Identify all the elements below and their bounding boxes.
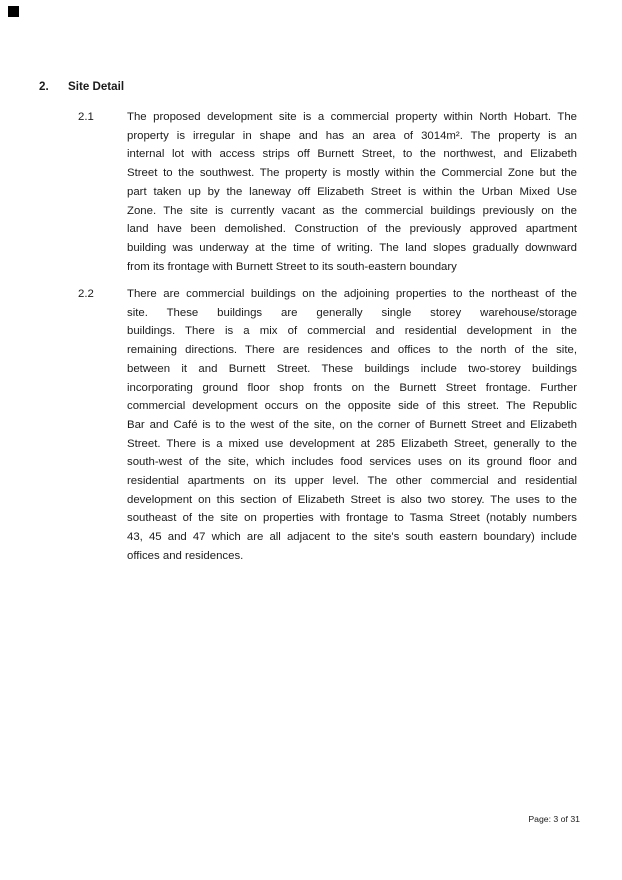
text-line: Bar and Café is to the west of the site, on the corner of Burnett Street and Elizabeth — [127, 418, 577, 431]
text-line: southeast of the site on properties with frontage to Tasma Street (notably numbers — [127, 512, 577, 525]
text-line: south-west of the site, which includes food services uses on its ground floor and — [127, 456, 577, 469]
text-line: 43, 45 and 47 which are all adjacent to the site's south eastern boundary) include — [127, 531, 577, 544]
text-line: internal lot with access strips off Burnett Street, to the northwest, and Elizabeth — [127, 148, 577, 161]
text-line: site. These buildings are generally single storey warehouse/storage — [127, 306, 577, 319]
text-line: remaining directions. There are residences and offices to the north of the site, — [127, 344, 577, 357]
text-line: commercial development occurs on the opposite side of this street. The Republic — [127, 400, 577, 413]
text-line: part taken up by the laneway off Elizabeth Street is within the Urban Mixed Use — [127, 185, 577, 198]
paragraph-2-2-text — [127, 285, 577, 566]
text-line: incorporating ground floor shop fronts on the Burnett Street frontage. Further — [127, 381, 577, 394]
text-line: buildings. There is a mix of commercial and residential development in the — [127, 325, 577, 338]
text-line: property is irregular in shape and has an area of 3014m². The property is an — [127, 129, 577, 142]
paragraph-2-2 — [78, 285, 577, 566]
section-number: 2. — [39, 80, 49, 93]
text-line: Zone. The site is currently vacant as the commercial buildings previously on the — [127, 204, 577, 217]
text-line: land have been demolished. Construction of the previously approved apartment — [127, 223, 577, 236]
page-number-footer: Page: 3 of 31 — [528, 814, 580, 824]
paragraph-2-2-number: 2.2 — [78, 288, 94, 300]
text-line: Street to the southwest. The property is mostly within the Commercial Zone but the — [127, 167, 577, 180]
text-line: Street. There is a mixed use development at 285 Elizabeth Street, generally to the — [127, 437, 577, 450]
paragraph-2-1 — [78, 108, 577, 276]
text-line: between it and Burnett Street. These buildings include two-storey buildings — [127, 362, 577, 375]
paragraph-2-1-number: 2.1 — [78, 111, 94, 123]
text-line: building was underway at the time of writing. The land slopes gradually downward — [127, 241, 577, 254]
text-line: development on this section of Elizabeth Street is also two storey. The uses to the — [127, 493, 577, 506]
scan-artifact-mark — [8, 6, 19, 17]
text-line: offices and residences. — [127, 549, 244, 562]
text-line: from its frontage with Burnett Street to its south-eastern boundary — [127, 260, 457, 273]
text-line: There are commercial buildings on the adjoining properties to the northeast of the — [127, 288, 577, 300]
text-line: residential apartments on its upper level. The other commercial and residential — [127, 475, 577, 488]
paragraph-2-1-text — [127, 108, 577, 276]
section-title: Site Detail — [68, 80, 125, 93]
text-line: The proposed development site is a commercial property within North Hobart. The — [127, 111, 577, 123]
